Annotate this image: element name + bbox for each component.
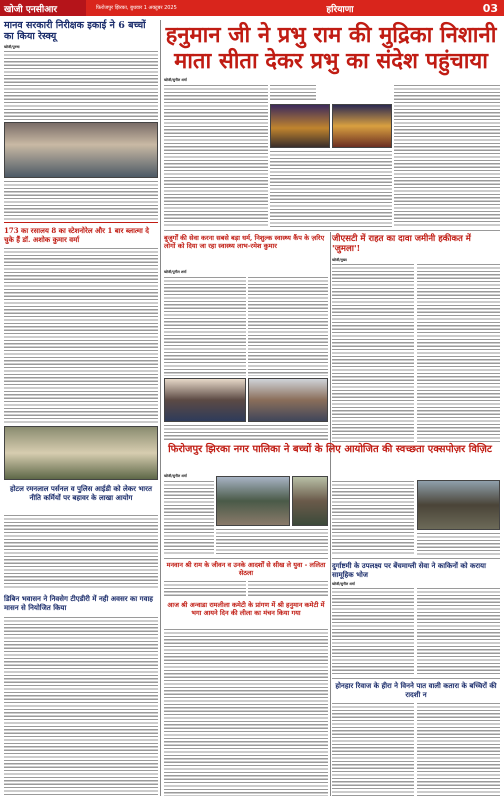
divider — [4, 222, 158, 223]
byline: खोजी/सुनील शर्मा — [332, 582, 355, 586]
news-photo — [417, 480, 500, 530]
left-bottom-headline: 173 का रसालय 8 का स्टेशनोरेल और 1 बार ब्लात्मा दे चुके हैं डॉ. अशोक कुमार वर्मा — [4, 226, 150, 244]
left-bottom-headline: डिबिन भवासन ने निवसेग टीएडीरी में नही अवसर का गवाह मासन से नियोजित किया — [4, 594, 154, 612]
ferozepur-headline: फिरोजपुर झिरका नगर पालिका ने बच्चों के लिए आयोजित की स्वच्छता एक्सपोज़र विज़िट — [168, 444, 492, 455]
article-text — [417, 587, 500, 675]
article-text — [417, 702, 500, 796]
article-text — [4, 247, 158, 423]
article-text — [332, 480, 414, 556]
article-text — [4, 180, 158, 220]
article-text — [417, 532, 500, 556]
divider — [332, 678, 500, 679]
article-text — [248, 276, 328, 376]
column-divider — [160, 20, 161, 796]
news-photo — [164, 378, 246, 422]
byline: खोजी/सुनील शर्मा — [164, 78, 187, 82]
news-photo — [4, 426, 158, 480]
article-text — [164, 580, 246, 598]
lead-headline-line1: हनुमान जी ने प्रभु राम की मुद्रिका निशानी — [165, 22, 497, 48]
news-photo — [332, 104, 392, 148]
news-photo — [248, 378, 328, 422]
divider — [164, 230, 500, 231]
article-text — [4, 616, 158, 796]
article-text — [270, 84, 316, 102]
left-headline: मानव सरकारी निरीक्षक इकाई ने 6 बच्चों का किया रेस्क्यू — [4, 20, 146, 42]
article-text — [164, 84, 268, 228]
right-headline-2: दुर्गाष्टमी के उपलक्ष्य पर बेंचमाग्ली सेवा ने काकिनों को कराया सामूहिक भोज — [332, 561, 486, 579]
article-text — [332, 587, 414, 675]
mid-bottom-headline-2: आज श्री अन्वाडा रामलीला कमेटी के प्रांगण में श्री हनुमान कमेटी में भगा आयने दिन की लीला का मंचन किया गया — [167, 601, 325, 617]
left-bottom-headline: होटल रमनलाल पर्सनल व पुलिस आईडी को लेकर भारत नीति कर्मियों पर बहावर के लाखा आयोग — [10, 484, 152, 502]
news-photo — [270, 104, 330, 148]
article-text — [394, 84, 500, 228]
date-line: फ़िरोजपुर झिरका, बुधवार 1 अक्टूबर 2025 — [96, 5, 177, 11]
article-text — [216, 528, 328, 556]
article-text — [248, 580, 328, 598]
newspaper-logo: खोजी एनसीआर — [0, 0, 86, 16]
page-number: 03 — [482, 1, 498, 15]
article-text — [332, 702, 414, 796]
article-text — [270, 150, 392, 228]
article-text — [417, 263, 500, 443]
right-headline-3: होनहार रिवाज के हीरा ने विनने पात वाली कतारा के बच्चिरों की रादशी न — [335, 681, 497, 699]
news-photo — [292, 476, 328, 526]
byline: खोजी/मुख्य — [332, 258, 347, 262]
article-text — [164, 480, 214, 556]
divider — [332, 558, 500, 559]
byline: खोजी/पुनील शर्मा — [164, 270, 187, 274]
divider — [164, 558, 328, 559]
article-text — [4, 514, 158, 590]
section-name: हरियाणा — [326, 4, 354, 15]
news-photo — [216, 476, 290, 526]
news-photo — [4, 122, 158, 178]
lead-headline-line2: माता सीता देकर प्रभु का संदेश पहुंचाया — [174, 48, 488, 74]
masthead — [0, 0, 504, 16]
article-text — [164, 424, 328, 442]
article-text — [164, 276, 246, 376]
byline: खोजी/सुनील शर्मा — [164, 474, 187, 478]
column-divider — [330, 232, 331, 796]
article-text — [164, 628, 328, 796]
lead-headline — [162, 22, 500, 74]
article-text — [332, 263, 414, 443]
byline: खोजी/पुरुषा — [4, 45, 20, 49]
article-text — [4, 50, 158, 120]
right-headline: जीएसटी में राहत का दावा जमीनी हकीकत में 'जुमला'! — [332, 234, 471, 254]
mid-bottom-headline: मनवान श्री राम के जीवन व उनके आदर्शों से सीख ले युवा - ललिता सेठला — [166, 561, 326, 577]
mid-headline: बुजुर्गों की सेवा करना सबसे बड़ा धर्म, निशुल्क स्वास्थ्य कैंप के ज़रिए लोगों को दिया जा रहा स्वास्थ्य लाभ-रमेश कुमार — [164, 234, 325, 250]
